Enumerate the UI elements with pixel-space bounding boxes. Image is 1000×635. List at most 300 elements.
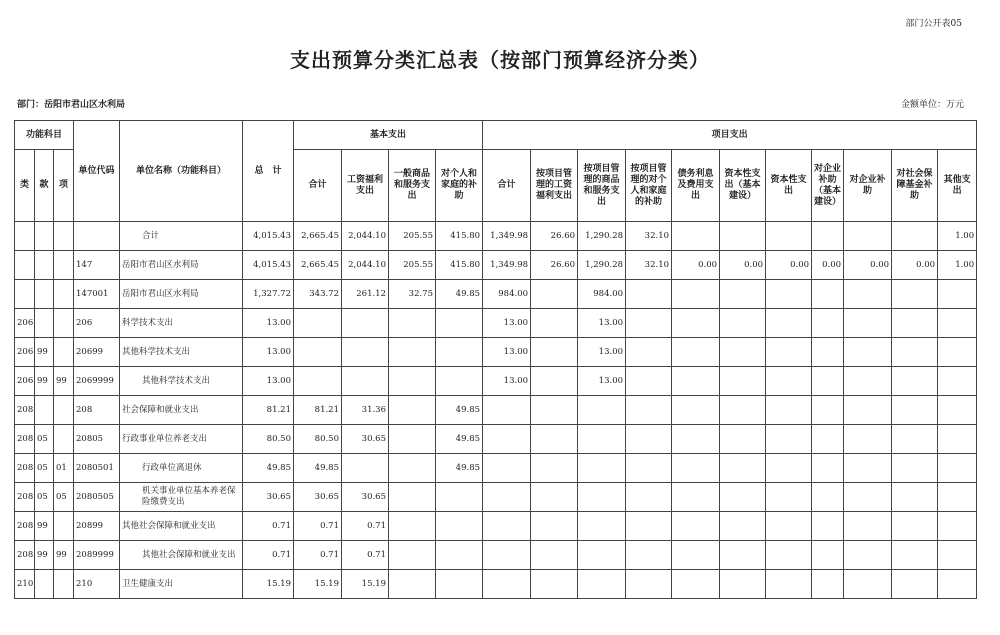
cell-xiang: [54, 309, 74, 338]
cell-total: 4,015.43: [243, 222, 294, 251]
cell-ent: [844, 512, 892, 541]
cell-b-goods: [389, 483, 436, 512]
cell-cap-build: 0.00: [720, 251, 766, 280]
cell-p-salary: 26.60: [531, 222, 578, 251]
table-row: [15, 541, 977, 570]
cell-xiang: 99: [54, 367, 74, 396]
cell-cap-build: [720, 309, 766, 338]
cell-p-goods: [578, 512, 626, 541]
cell-b-personal: 49.85: [436, 454, 483, 483]
cell-p-goods: [578, 570, 626, 599]
cell-b-goods: [389, 396, 436, 425]
header-lei: 类: [15, 150, 35, 222]
cell-p-goods: [578, 454, 626, 483]
cell-ent-build: [812, 280, 844, 309]
cell-b-salary: [342, 367, 389, 396]
cell-cap-build: [720, 280, 766, 309]
cell-ent: [844, 280, 892, 309]
cell-other: [938, 367, 977, 396]
cell-b-goods: [389, 512, 436, 541]
table-row: [15, 483, 977, 512]
cell-name: 机关事业单位基本养老保险缴费支出: [120, 483, 243, 512]
cell-b-goods: 205.55: [389, 222, 436, 251]
cell-b-salary: [342, 309, 389, 338]
cell-b-personal: [436, 367, 483, 396]
cell-code: [74, 222, 120, 251]
cell-cap-build: [720, 338, 766, 367]
cell-ent-build: [812, 367, 844, 396]
cell-cap-build: [720, 425, 766, 454]
header-unit-name: 单位名称（功能科目）: [120, 121, 243, 222]
cell-debt: [672, 541, 720, 570]
cell-ent: [844, 425, 892, 454]
cell-kuan: 99: [35, 367, 54, 396]
cell-name: 卫生健康支出: [120, 570, 243, 599]
cell-p-goods: [578, 483, 626, 512]
cell-p-goods: [578, 425, 626, 454]
cell-ent-build: 0.00: [812, 251, 844, 280]
cell-cap-build: [720, 222, 766, 251]
cell-kuan: [35, 396, 54, 425]
cell-b-goods: [389, 338, 436, 367]
table-row: [15, 396, 977, 425]
cell-cap-build: [720, 541, 766, 570]
cell-ssf: [892, 367, 938, 396]
cell-cap-build: [720, 512, 766, 541]
cell-ent-build: [812, 483, 844, 512]
cell-ent: 0.00: [844, 251, 892, 280]
cell-kuan: 05: [35, 454, 54, 483]
table-row: [15, 280, 977, 309]
cell-other: [938, 280, 977, 309]
cell-other: [938, 425, 977, 454]
header-basic-total: 合计: [294, 150, 342, 222]
cell-p-total: [483, 541, 531, 570]
cell-b-personal: 415.80: [436, 251, 483, 280]
table-body: [15, 222, 977, 599]
cell-ssf: [892, 454, 938, 483]
cell-ent: [844, 541, 892, 570]
cell-b-personal: [436, 309, 483, 338]
cell-cap: [766, 541, 812, 570]
header-proj-goods: 按项目管理的商品和服务支出: [578, 150, 626, 222]
cell-b-total: 2,665.45: [294, 251, 342, 280]
cell-p-goods: 13.00: [578, 338, 626, 367]
cell-debt: [672, 570, 720, 599]
cell-b-salary: 261.12: [342, 280, 389, 309]
cell-total: 49.85: [243, 454, 294, 483]
cell-b-total: 30.65: [294, 483, 342, 512]
cell-name: 其他科学技术支出: [120, 367, 243, 396]
table-row: [15, 512, 977, 541]
cell-xiang: [54, 222, 74, 251]
cell-cap-build: [720, 483, 766, 512]
cell-total: 13.00: [243, 367, 294, 396]
cell-total: 80.50: [243, 425, 294, 454]
cell-p-salary: [531, 309, 578, 338]
cell-b-goods: [389, 367, 436, 396]
cell-cap: [766, 454, 812, 483]
cell-p-personal: [626, 396, 672, 425]
cell-b-total: [294, 367, 342, 396]
header-social-security-fund: 对社会保障基金补助: [892, 150, 938, 222]
cell-p-personal: [626, 309, 672, 338]
header-enterprise-subsidy: 对企业补助: [844, 150, 892, 222]
cell-total: 0.71: [243, 541, 294, 570]
cell-p-goods: 1,290.28: [578, 222, 626, 251]
cell-ssf: 0.00: [892, 251, 938, 280]
cell-p-personal: [626, 570, 672, 599]
header-debt-interest: 债务利息及费用支出: [672, 150, 720, 222]
cell-debt: [672, 338, 720, 367]
cell-xiang: 05: [54, 483, 74, 512]
cell-cap: 0.00: [766, 251, 812, 280]
cell-p-salary: [531, 425, 578, 454]
cell-p-total: 13.00: [483, 367, 531, 396]
cell-lei: 208: [15, 483, 35, 512]
header-capital-construction: 资本性支出（基本建设）: [720, 150, 766, 222]
cell-total: 1,327.72: [243, 280, 294, 309]
cell-total: 0.71: [243, 512, 294, 541]
cell-ssf: [892, 425, 938, 454]
table-row: [15, 222, 977, 251]
cell-p-salary: [531, 570, 578, 599]
cell-lei: 206: [15, 309, 35, 338]
cell-name: 其他科学技术支出: [120, 338, 243, 367]
header-proj-personal: 按项目管理的对个人和家庭的补助: [626, 150, 672, 222]
header-kuan: 款: [35, 150, 54, 222]
cell-other: [938, 541, 977, 570]
cell-b-total: 80.50: [294, 425, 342, 454]
cell-lei: 206: [15, 338, 35, 367]
cell-kuan: [35, 251, 54, 280]
cell-b-salary: 30.65: [342, 483, 389, 512]
cell-b-total: 49.85: [294, 454, 342, 483]
cell-p-total: [483, 483, 531, 512]
cell-ent-build: [812, 512, 844, 541]
cell-other: [938, 396, 977, 425]
cell-other: [938, 483, 977, 512]
cell-kuan: [35, 222, 54, 251]
cell-p-personal: [626, 454, 672, 483]
cell-b-total: 0.71: [294, 512, 342, 541]
cell-debt: [672, 483, 720, 512]
cell-p-goods: 13.00: [578, 367, 626, 396]
cell-other: 1.00: [938, 251, 977, 280]
cell-p-personal: 32.10: [626, 222, 672, 251]
cell-ssf: [892, 222, 938, 251]
cell-b-salary: [342, 338, 389, 367]
cell-b-personal: 49.85: [436, 396, 483, 425]
header-func-subject: 功能科目: [15, 121, 74, 150]
cell-b-personal: 49.85: [436, 280, 483, 309]
form-code: 部门公开表05: [905, 19, 962, 29]
cell-lei: 208: [15, 425, 35, 454]
cell-code: 20899: [74, 512, 120, 541]
cell-xiang: [54, 570, 74, 599]
cell-ssf: [892, 512, 938, 541]
cell-cap: [766, 396, 812, 425]
cell-code: 206: [74, 309, 120, 338]
cell-b-personal: 415.80: [436, 222, 483, 251]
cell-ent-build: [812, 541, 844, 570]
cell-ssf: [892, 541, 938, 570]
table-row: [15, 338, 977, 367]
cell-p-total: 1,349.98: [483, 251, 531, 280]
cell-ssf: [892, 396, 938, 425]
department-label: 部门：岳阳市君山区水利局: [17, 100, 126, 110]
cell-total: 81.21: [243, 396, 294, 425]
cell-b-personal: 49.85: [436, 425, 483, 454]
cell-total: 15.19: [243, 570, 294, 599]
cell-name: 行政事业单位养老支出: [120, 425, 243, 454]
cell-b-total: 0.71: [294, 541, 342, 570]
cell-name: 行政单位离退休: [120, 454, 243, 483]
table-row: [15, 251, 977, 280]
cell-p-salary: [531, 396, 578, 425]
cell-p-personal: 32.10: [626, 251, 672, 280]
cell-ssf: [892, 338, 938, 367]
table-row: [15, 425, 977, 454]
cell-ent: [844, 338, 892, 367]
cell-ent-build: [812, 338, 844, 367]
cell-name: 岳阳市君山区水利局: [120, 251, 243, 280]
cell-code: 2080505: [74, 483, 120, 512]
cell-ent: [844, 570, 892, 599]
cell-p-personal: [626, 512, 672, 541]
cell-p-total: [483, 454, 531, 483]
table-row: [15, 454, 977, 483]
cell-debt: [672, 309, 720, 338]
cell-kuan: 99: [35, 512, 54, 541]
cell-p-salary: [531, 483, 578, 512]
cell-cap: [766, 309, 812, 338]
cell-code: 210: [74, 570, 120, 599]
header-enterprise-construction: 对企业补助（基本建设）: [812, 150, 844, 222]
cell-b-salary: 31.36: [342, 396, 389, 425]
cell-p-personal: [626, 338, 672, 367]
cell-cap: [766, 338, 812, 367]
cell-debt: [672, 222, 720, 251]
cell-total: 4,015.43: [243, 251, 294, 280]
cell-debt: [672, 396, 720, 425]
cell-ent-build: [812, 222, 844, 251]
cell-p-total: 13.00: [483, 309, 531, 338]
cell-kuan: 99: [35, 541, 54, 570]
cell-kuan: 05: [35, 425, 54, 454]
header-other: 其他支出: [938, 150, 977, 222]
cell-cap-build: [720, 570, 766, 599]
cell-xiang: [54, 425, 74, 454]
cell-name: 合计: [120, 222, 243, 251]
cell-p-goods: [578, 396, 626, 425]
cell-b-salary: 15.19: [342, 570, 389, 599]
cell-debt: [672, 425, 720, 454]
cell-b-goods: [389, 570, 436, 599]
cell-name: 其他社会保障和就业支出: [120, 512, 243, 541]
cell-debt: [672, 280, 720, 309]
header-proj-salary: 按项目管理的工资福利支出: [531, 150, 578, 222]
cell-cap: [766, 512, 812, 541]
cell-p-salary: [531, 367, 578, 396]
cell-debt: [672, 454, 720, 483]
cell-b-salary: [342, 454, 389, 483]
cell-ent: [844, 454, 892, 483]
cell-b-total: 81.21: [294, 396, 342, 425]
cell-lei: [15, 280, 35, 309]
cell-code: 20805: [74, 425, 120, 454]
cell-ent: [844, 222, 892, 251]
cell-other: 1.00: [938, 222, 977, 251]
cell-ent-build: [812, 570, 844, 599]
cell-code: 2069999: [74, 367, 120, 396]
cell-other: [938, 570, 977, 599]
cell-p-personal: [626, 367, 672, 396]
cell-b-goods: 205.55: [389, 251, 436, 280]
page-title: 支出预算分类汇总表（按部门预算经济分类）: [290, 48, 710, 72]
cell-b-total: 2,665.45: [294, 222, 342, 251]
cell-b-personal: [436, 338, 483, 367]
cell-name: 社会保障和就业支出: [120, 396, 243, 425]
cell-p-goods: [578, 541, 626, 570]
cell-total: 13.00: [243, 338, 294, 367]
cell-name: 科学技术支出: [120, 309, 243, 338]
cell-cap-build: [720, 396, 766, 425]
header-capital: 资本性支出: [766, 150, 812, 222]
cell-lei: 206: [15, 367, 35, 396]
header-xiang: 项: [54, 150, 74, 222]
cell-cap: [766, 367, 812, 396]
cell-p-total: [483, 396, 531, 425]
cell-cap: [766, 483, 812, 512]
cell-code: 2089999: [74, 541, 120, 570]
cell-b-personal: [436, 483, 483, 512]
cell-b-goods: 32.75: [389, 280, 436, 309]
cell-b-salary: 2,044.10: [342, 251, 389, 280]
cell-kuan: 99: [35, 338, 54, 367]
cell-debt: [672, 367, 720, 396]
header-personal-subsidy: 对个人和家庭的补助: [436, 150, 483, 222]
cell-name: 岳阳市君山区水利局: [120, 280, 243, 309]
cell-kuan: [35, 309, 54, 338]
cell-xiang: 99: [54, 541, 74, 570]
cell-p-goods: 13.00: [578, 309, 626, 338]
cell-p-salary: [531, 454, 578, 483]
cell-cap: [766, 280, 812, 309]
cell-ssf: [892, 483, 938, 512]
cell-p-goods: 1,290.28: [578, 251, 626, 280]
cell-ent: [844, 309, 892, 338]
cell-ssf: [892, 309, 938, 338]
cell-p-total: [483, 512, 531, 541]
cell-p-goods: 984.00: [578, 280, 626, 309]
cell-p-total: [483, 425, 531, 454]
cell-code: 2080501: [74, 454, 120, 483]
cell-total: 30.65: [243, 483, 294, 512]
cell-b-salary: 0.71: [342, 512, 389, 541]
cell-xiang: 01: [54, 454, 74, 483]
table-header: [15, 121, 977, 222]
cell-kuan: [35, 280, 54, 309]
cell-b-goods: [389, 425, 436, 454]
cell-b-personal: [436, 512, 483, 541]
cell-p-salary: 26.60: [531, 251, 578, 280]
cell-code: 208: [74, 396, 120, 425]
cell-cap-build: [720, 454, 766, 483]
cell-p-total: 13.00: [483, 338, 531, 367]
cell-b-goods: [389, 454, 436, 483]
cell-kuan: [35, 570, 54, 599]
cell-total: 13.00: [243, 309, 294, 338]
cell-b-personal: [436, 570, 483, 599]
cell-ent: [844, 367, 892, 396]
cell-kuan: 05: [35, 483, 54, 512]
cell-b-total: 343.72: [294, 280, 342, 309]
cell-lei: 208: [15, 396, 35, 425]
cell-lei: [15, 222, 35, 251]
cell-xiang: [54, 338, 74, 367]
table-row: [15, 309, 977, 338]
cell-b-total: [294, 309, 342, 338]
cell-p-total: [483, 570, 531, 599]
cell-p-salary: [531, 541, 578, 570]
cell-b-total: 15.19: [294, 570, 342, 599]
cell-ent-build: [812, 425, 844, 454]
amount-unit-label: 金额单位：万元: [900, 100, 964, 110]
cell-lei: 208: [15, 541, 35, 570]
cell-ent-build: [812, 396, 844, 425]
cell-p-total: 984.00: [483, 280, 531, 309]
cell-ssf: [892, 280, 938, 309]
cell-cap-build: [720, 367, 766, 396]
cell-p-salary: [531, 512, 578, 541]
cell-lei: [15, 251, 35, 280]
cell-debt: [672, 512, 720, 541]
cell-other: [938, 454, 977, 483]
header-project-group: 项目支出: [483, 121, 977, 150]
cell-other: [938, 512, 977, 541]
cell-xiang: [54, 280, 74, 309]
table-row: [15, 367, 977, 396]
cell-debt: 0.00: [672, 251, 720, 280]
cell-lei: 210: [15, 570, 35, 599]
header-project-total: 合计: [483, 150, 531, 222]
cell-lei: 208: [15, 512, 35, 541]
cell-code: 147: [74, 251, 120, 280]
cell-code: 20699: [74, 338, 120, 367]
expenditure-table: [14, 120, 977, 599]
cell-b-goods: [389, 541, 436, 570]
cell-p-personal: [626, 425, 672, 454]
cell-code: 147001: [74, 280, 120, 309]
cell-ent: [844, 483, 892, 512]
cell-ent-build: [812, 309, 844, 338]
header-unit-code: 单位代码: [74, 121, 120, 222]
cell-xiang: [54, 512, 74, 541]
cell-xiang: [54, 396, 74, 425]
cell-xiang: [54, 251, 74, 280]
cell-lei: 208: [15, 454, 35, 483]
header-basic-group: 基本支出: [294, 121, 483, 150]
cell-cap: [766, 222, 812, 251]
header-salary: 工资福利支出: [342, 150, 389, 222]
cell-p-personal: [626, 541, 672, 570]
cell-ssf: [892, 570, 938, 599]
cell-p-total: 1,349.98: [483, 222, 531, 251]
header-total: 总 计: [243, 121, 294, 222]
table-row: [15, 570, 977, 599]
cell-ent: [844, 396, 892, 425]
